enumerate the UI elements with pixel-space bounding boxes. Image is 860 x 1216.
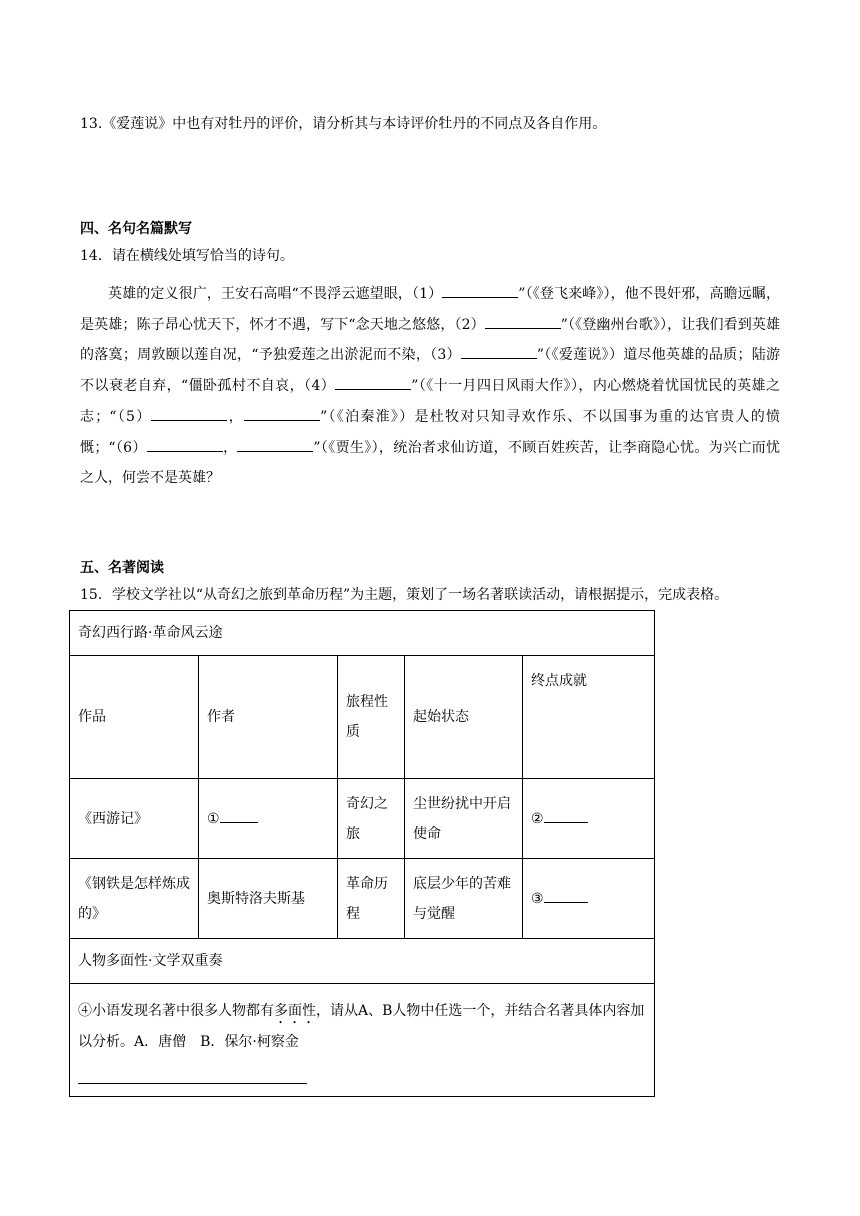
task-cell: [70, 984, 655, 1097]
blank-marker: ②: [531, 810, 544, 827]
fill-in-passage: [80, 279, 780, 494]
emphasis-text: 多面性: [274, 1003, 316, 1019]
header-work: 作品: [70, 656, 199, 779]
task-text: ④小语发现名著中很多人物都有: [78, 1003, 274, 1019]
header-nature: 旅程性质: [338, 656, 405, 779]
section-4-heading: 四、名句名篇默写: [80, 221, 192, 237]
table-title-2: 人物多面性·文学双重奏: [70, 939, 655, 984]
blank-1[interactable]: [442, 283, 518, 298]
blank-5a[interactable]: [151, 406, 227, 421]
cell-nature: 奇幻之旅: [338, 779, 405, 859]
header-start: 起始状态: [405, 656, 523, 779]
cell-work: 《钢铁是怎样炼成的》: [70, 859, 199, 939]
blank-4[interactable]: [335, 375, 411, 390]
section-5-heading: 五、名著阅读: [80, 560, 164, 576]
blank-6a[interactable]: [147, 437, 223, 452]
cell-end[interactable]: [523, 779, 655, 859]
blank-3[interactable]: [461, 344, 537, 359]
cell-work: 《西游记》: [70, 779, 199, 859]
question-15: 15．学校文学社以“从奇幻之旅到革命历程”为主题，策划了一场名著联读活动，请根据提示，完成表格。: [80, 587, 729, 603]
answer-line[interactable]: [78, 1083, 307, 1084]
passage-text: 英雄的定义很广，王安石高唱“不畏浮云遮望眼，（1）: [108, 286, 443, 302]
passage-text: ”（《十一月四日风雨大作》），内心燃烧着忧国忧民的英雄之志；“（5）: [80, 378, 780, 425]
passage-text: ”（《登飞来峰》），他不畏奸邪，高瞻远瞩，是英雄；陈子昂心忧天下，怀才不遇，写下“念天地之悠悠，（2）: [80, 286, 781, 333]
blank-6b[interactable]: [237, 437, 313, 452]
header-end: 终点成就: [523, 656, 655, 779]
passage-text: ”（《爱莲说》）道尽他英雄的品质；陆游不以衰老自弃，“僵卧孤村不自哀，（4）: [80, 347, 780, 395]
table-title-1: 奇幻西行路·革命风云途: [70, 611, 655, 656]
header-author: 作者: [199, 656, 338, 779]
answer-blank[interactable]: [544, 808, 588, 823]
question-13: 13.《爱莲说》中也有对牡丹的评价，请分析其与本诗评价牡丹的不同点及各自作用。: [80, 116, 607, 132]
passage-text: ，: [222, 439, 238, 456]
task-text: ，请从A、B人物中任选一个，并结合名著具体内容加以分析。A．唐僧 B．保尔·柯察金: [78, 1003, 645, 1050]
blank-marker: ①: [207, 810, 220, 827]
cell-start: 底层少年的苦难与觉醒: [405, 859, 523, 939]
passage-text: ”（《登幽州台歌》），让我们看到英雄的落寞；周敦颐以莲自况，“予独爱莲之出淤泥而不染，（3）: [80, 316, 780, 364]
reading-table: [69, 610, 655, 1097]
answer-blank[interactable]: [220, 808, 258, 823]
cell-start: 尘世纷扰中开启使命: [405, 779, 523, 859]
passage-text: ”（《泊秦淮》）是杜牧对只知寻欢作乐、不以国事为重的达官贵人的愤慨；“（6）: [80, 408, 781, 456]
cell-author: 奥斯特洛夫斯基: [199, 859, 338, 939]
answer-blank[interactable]: [544, 888, 588, 903]
passage-text: ，: [227, 408, 245, 425]
blank-2[interactable]: [485, 314, 561, 329]
cell-end[interactable]: [523, 859, 655, 939]
blank-5b[interactable]: [244, 406, 320, 421]
blank-marker: ③: [531, 890, 544, 907]
cell-nature: 革命历程: [338, 859, 405, 939]
question-14: 14．请在横线处填写恰当的诗句。: [80, 248, 294, 264]
passage-text: ”（《贾生》），统治者求仙访道，不顾百姓疾苦，让李商隐心忧。为兴亡而忧之人，何尝不是英雄？: [80, 439, 780, 487]
cell-author[interactable]: [199, 779, 338, 859]
